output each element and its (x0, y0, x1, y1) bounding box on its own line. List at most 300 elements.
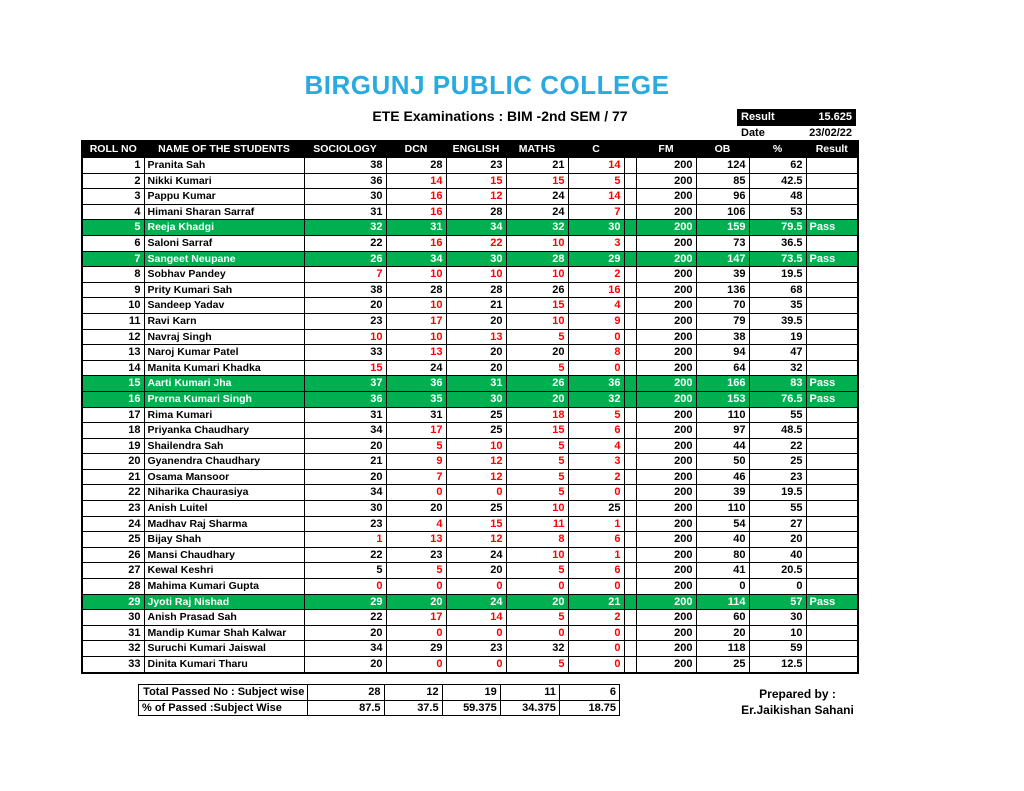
column-header-result: Result (806, 141, 858, 158)
summary-value-cell: 59.375 (442, 700, 500, 716)
percent-cell: 73.5 (749, 251, 806, 267)
result-cell (806, 345, 858, 361)
student-row (82, 189, 858, 205)
sociology-marks-cell: 36 (304, 173, 386, 189)
c-marks-cell: 4 (568, 298, 624, 314)
maths-marks-cell: 5 (506, 657, 568, 673)
english-marks-cell: 12 (446, 532, 506, 548)
student-row (82, 657, 858, 673)
result-cell: Pass (806, 220, 858, 236)
percent-cell: 23 (749, 469, 806, 485)
ob-cell: 39 (696, 485, 749, 501)
maths-marks-cell: 11 (506, 516, 568, 532)
gap-cell (624, 173, 636, 189)
result-cell (806, 657, 858, 673)
student-name-cell: Suruchi Kumari Jaiswal (144, 641, 304, 657)
student-row (82, 532, 858, 548)
english-marks-cell: 20 (446, 360, 506, 376)
roll-no-cell: 4 (82, 204, 144, 220)
percent-cell: 36.5 (749, 235, 806, 251)
result-cell (806, 501, 858, 517)
dcn-marks-cell: 17 (386, 423, 446, 439)
sociology-marks-cell: 37 (304, 376, 386, 392)
roll-no-cell: 27 (82, 563, 144, 579)
dcn-marks-cell: 13 (386, 345, 446, 361)
dcn-marks-cell: 14 (386, 173, 446, 189)
student-row (82, 251, 858, 267)
c-marks-cell: 36 (568, 376, 624, 392)
fm-cell: 200 (636, 345, 696, 361)
student-row (82, 516, 858, 532)
ob-cell: 114 (696, 594, 749, 610)
fm-cell: 200 (636, 516, 696, 532)
gap-cell (624, 267, 636, 283)
maths-marks-cell: 5 (506, 469, 568, 485)
summary-value-cell: 6 (559, 685, 619, 701)
english-marks-cell: 34 (446, 220, 506, 236)
prepared-by-name: Er.Jaikishan Sahani (741, 703, 854, 717)
roll-no-cell: 29 (82, 594, 144, 610)
prepared-by-label: Prepared by : (759, 687, 836, 701)
student-name-cell: Ravi Karn (144, 313, 304, 329)
student-name-cell: Kewal Keshri (144, 563, 304, 579)
c-marks-cell: 0 (568, 360, 624, 376)
gap-cell (624, 610, 636, 626)
sociology-marks-cell: 22 (304, 547, 386, 563)
c-marks-cell: 0 (568, 579, 624, 595)
gap-cell (624, 516, 636, 532)
column-header-c: C (568, 141, 624, 158)
maths-marks-cell: 15 (506, 173, 568, 189)
student-row (82, 345, 858, 361)
c-marks-cell: 0 (568, 625, 624, 641)
summary-value-cell: 19 (442, 685, 500, 701)
percent-cell: 48 (749, 189, 806, 205)
column-header-maths: MATHS (506, 141, 568, 158)
result-cell: Pass (806, 251, 858, 267)
result-cell (806, 189, 858, 205)
student-row (82, 267, 858, 283)
english-marks-cell: 20 (446, 313, 506, 329)
percent-cell: 19 (749, 329, 806, 345)
ob-cell: 25 (696, 657, 749, 673)
english-marks-cell: 23 (446, 641, 506, 657)
student-name-cell: Manita Kumari Khadka (144, 360, 304, 376)
dcn-marks-cell: 20 (386, 501, 446, 517)
gap-cell (624, 423, 636, 439)
sociology-marks-cell: 22 (304, 235, 386, 251)
sociology-marks-cell: 20 (304, 657, 386, 673)
gap-cell (624, 391, 636, 407)
gap-cell (624, 454, 636, 470)
sociology-marks-cell: 23 (304, 313, 386, 329)
percent-cell: 30 (749, 610, 806, 626)
c-marks-cell: 16 (568, 282, 624, 298)
english-marks-cell: 0 (446, 657, 506, 673)
english-marks-cell: 13 (446, 329, 506, 345)
english-marks-cell: 15 (446, 173, 506, 189)
english-marks-cell: 14 (446, 610, 506, 626)
gap-cell (624, 485, 636, 501)
sociology-marks-cell: 5 (304, 563, 386, 579)
student-row (82, 594, 858, 610)
dcn-marks-cell: 10 (386, 329, 446, 345)
english-marks-cell: 10 (446, 267, 506, 283)
student-name-cell: Mahima Kumari Gupta (144, 579, 304, 595)
roll-no-cell: 16 (82, 391, 144, 407)
english-marks-cell: 15 (446, 516, 506, 532)
result-cell (806, 282, 858, 298)
fm-cell: 200 (636, 313, 696, 329)
student-row (82, 423, 858, 439)
percent-cell: 39.5 (749, 313, 806, 329)
c-marks-cell: 3 (568, 235, 624, 251)
percent-cell: 10 (749, 625, 806, 641)
student-name-cell: Anish Prasad Sah (144, 610, 304, 626)
dcn-marks-cell: 0 (386, 657, 446, 673)
student-name-cell: Pranita Sah (144, 158, 304, 174)
result-cell (806, 235, 858, 251)
roll-no-cell: 11 (82, 313, 144, 329)
dcn-marks-cell: 16 (386, 204, 446, 220)
dcn-marks-cell: 24 (386, 360, 446, 376)
page-title: BIRGUNJ PUBLIC COLLEGE (304, 70, 670, 100)
column-header-english: ENGLISH (446, 141, 506, 158)
dcn-marks-cell: 23 (386, 547, 446, 563)
summary-row (139, 700, 620, 716)
c-marks-cell: 0 (568, 329, 624, 345)
ob-cell: 80 (696, 547, 749, 563)
column-header--: % (749, 141, 806, 158)
student-name-cell: Madhav Raj Sharma (144, 516, 304, 532)
gap-cell (624, 345, 636, 361)
maths-marks-cell: 0 (506, 579, 568, 595)
c-marks-cell: 5 (568, 173, 624, 189)
maths-marks-cell: 10 (506, 235, 568, 251)
maths-marks-cell: 5 (506, 438, 568, 454)
dcn-marks-cell: 5 (386, 563, 446, 579)
dcn-marks-cell: 16 (386, 235, 446, 251)
dcn-marks-cell: 20 (386, 594, 446, 610)
ob-cell: 64 (696, 360, 749, 376)
result-cell (806, 563, 858, 579)
student-row (82, 282, 858, 298)
gap-cell (624, 189, 636, 205)
result-cell: Pass (806, 391, 858, 407)
sociology-marks-cell: 34 (304, 641, 386, 657)
fm-cell: 200 (636, 407, 696, 423)
percent-cell: 76.5 (749, 391, 806, 407)
sociology-marks-cell: 38 (304, 158, 386, 174)
dcn-marks-cell: 28 (386, 282, 446, 298)
result-cell (806, 579, 858, 595)
fm-cell: 200 (636, 454, 696, 470)
fm-cell: 200 (636, 469, 696, 485)
dcn-marks-cell: 7 (386, 469, 446, 485)
maths-marks-cell: 5 (506, 329, 568, 345)
maths-marks-cell: 32 (506, 220, 568, 236)
ob-cell: 118 (696, 641, 749, 657)
student-row (82, 204, 858, 220)
gap-cell (624, 625, 636, 641)
english-marks-cell: 28 (446, 204, 506, 220)
sociology-marks-cell: 26 (304, 251, 386, 267)
fm-cell: 200 (636, 251, 696, 267)
fm-cell: 200 (636, 173, 696, 189)
roll-no-cell: 21 (82, 469, 144, 485)
english-marks-cell: 24 (446, 594, 506, 610)
gap-cell (624, 251, 636, 267)
student-name-cell: Dinita Kumari Tharu (144, 657, 304, 673)
student-name-cell: Prity Kumari Sah (144, 282, 304, 298)
fm-cell: 200 (636, 267, 696, 283)
roll-no-cell: 24 (82, 516, 144, 532)
maths-marks-cell: 26 (506, 282, 568, 298)
result-cell (806, 438, 858, 454)
date-value: 23/02/22 (809, 127, 852, 139)
ob-cell: 60 (696, 610, 749, 626)
sociology-marks-cell: 15 (304, 360, 386, 376)
student-row (82, 158, 858, 174)
c-marks-cell: 6 (568, 532, 624, 548)
fm-cell: 200 (636, 532, 696, 548)
summary-value-cell: 11 (500, 685, 559, 701)
gap-cell (624, 376, 636, 392)
ob-cell: 147 (696, 251, 749, 267)
maths-marks-cell: 24 (506, 204, 568, 220)
ob-cell: 85 (696, 173, 749, 189)
fm-cell: 200 (636, 235, 696, 251)
roll-no-cell: 28 (82, 579, 144, 595)
ob-cell: 0 (696, 579, 749, 595)
table-header-row (82, 141, 858, 158)
ob-cell: 44 (696, 438, 749, 454)
student-name-cell: Jyoti Raj Nishad (144, 594, 304, 610)
c-marks-cell: 25 (568, 501, 624, 517)
result-cell (806, 158, 858, 174)
sociology-marks-cell: 20 (304, 298, 386, 314)
roll-no-cell: 31 (82, 625, 144, 641)
student-row (82, 407, 858, 423)
sociology-marks-cell: 31 (304, 204, 386, 220)
summary-value-cell: 34.375 (500, 700, 559, 716)
percent-cell: 68 (749, 282, 806, 298)
column-header-fm: FM (636, 141, 696, 158)
fm-cell: 200 (636, 579, 696, 595)
student-name-cell: Aarti Kumari Jha (144, 376, 304, 392)
student-row (82, 438, 858, 454)
student-name-cell: Shailendra Sah (144, 438, 304, 454)
sociology-marks-cell: 22 (304, 610, 386, 626)
fm-cell: 200 (636, 376, 696, 392)
student-name-cell: Pappu Kumar (144, 189, 304, 205)
student-name-cell: Sobhav Pandey (144, 267, 304, 283)
c-marks-cell: 6 (568, 563, 624, 579)
summary-table (138, 684, 620, 716)
ob-cell: 79 (696, 313, 749, 329)
dcn-marks-cell: 10 (386, 298, 446, 314)
student-row (82, 610, 858, 626)
column-header-name-of-the-students: NAME OF THE STUDENTS (144, 141, 304, 158)
sociology-marks-cell: 1 (304, 532, 386, 548)
english-marks-cell: 20 (446, 345, 506, 361)
percent-cell: 25 (749, 454, 806, 470)
maths-marks-cell: 5 (506, 360, 568, 376)
student-name-cell: Sangeet Neupane (144, 251, 304, 267)
c-marks-cell: 1 (568, 547, 624, 563)
student-name-cell: Niharika Chaurasiya (144, 485, 304, 501)
percent-cell: 19.5 (749, 485, 806, 501)
ob-cell: 110 (696, 407, 749, 423)
prepared-by-block (705, 686, 890, 718)
c-marks-cell: 0 (568, 657, 624, 673)
c-marks-cell: 8 (568, 345, 624, 361)
maths-marks-cell: 5 (506, 485, 568, 501)
c-marks-cell: 9 (568, 313, 624, 329)
sociology-marks-cell: 33 (304, 345, 386, 361)
sociology-marks-cell: 29 (304, 594, 386, 610)
sociology-marks-cell: 34 (304, 485, 386, 501)
roll-no-cell: 9 (82, 282, 144, 298)
maths-marks-cell: 10 (506, 501, 568, 517)
student-name-cell: Anish Luitel (144, 501, 304, 517)
result-cell (806, 547, 858, 563)
ob-cell: 54 (696, 516, 749, 532)
student-row (82, 360, 858, 376)
ob-cell: 70 (696, 298, 749, 314)
percent-cell: 55 (749, 501, 806, 517)
sociology-marks-cell: 34 (304, 423, 386, 439)
dcn-marks-cell: 10 (386, 267, 446, 283)
sociology-marks-cell: 20 (304, 469, 386, 485)
fm-cell: 200 (636, 391, 696, 407)
result-cell (806, 610, 858, 626)
english-marks-cell: 25 (446, 407, 506, 423)
dcn-marks-cell: 0 (386, 579, 446, 595)
gap-cell (624, 469, 636, 485)
results-table (81, 140, 859, 674)
c-marks-cell: 32 (568, 391, 624, 407)
ob-cell: 50 (696, 454, 749, 470)
ob-cell: 94 (696, 345, 749, 361)
roll-no-cell: 22 (82, 485, 144, 501)
student-row (82, 563, 858, 579)
fm-cell: 200 (636, 204, 696, 220)
ob-cell: 39 (696, 267, 749, 283)
student-name-cell: Mansi Chaudhary (144, 547, 304, 563)
maths-marks-cell: 5 (506, 610, 568, 626)
summary-value-cell: 28 (308, 685, 384, 701)
sociology-marks-cell: 21 (304, 454, 386, 470)
fm-cell: 200 (636, 547, 696, 563)
roll-no-cell: 1 (82, 158, 144, 174)
maths-marks-cell: 10 (506, 267, 568, 283)
ob-cell: 41 (696, 563, 749, 579)
english-marks-cell: 0 (446, 579, 506, 595)
ob-cell: 106 (696, 204, 749, 220)
roll-no-cell: 3 (82, 189, 144, 205)
roll-no-cell: 8 (82, 267, 144, 283)
english-marks-cell: 24 (446, 547, 506, 563)
english-marks-cell: 21 (446, 298, 506, 314)
percent-cell: 79.5 (749, 220, 806, 236)
percent-cell: 20 (749, 532, 806, 548)
sociology-marks-cell: 38 (304, 282, 386, 298)
sociology-marks-cell: 32 (304, 220, 386, 236)
sociology-marks-cell: 36 (304, 391, 386, 407)
ob-cell: 96 (696, 189, 749, 205)
gap-cell (624, 282, 636, 298)
date-label: Date (741, 127, 765, 139)
roll-no-cell: 18 (82, 423, 144, 439)
english-marks-cell: 0 (446, 485, 506, 501)
english-marks-cell: 22 (446, 235, 506, 251)
ob-cell: 40 (696, 532, 749, 548)
roll-no-cell: 19 (82, 438, 144, 454)
ob-cell: 166 (696, 376, 749, 392)
c-marks-cell: 0 (568, 641, 624, 657)
gap-cell (624, 657, 636, 673)
gap-cell (624, 641, 636, 657)
result-cell (806, 532, 858, 548)
maths-marks-cell: 10 (506, 547, 568, 563)
student-row (82, 485, 858, 501)
dcn-marks-cell: 9 (386, 454, 446, 470)
result-label: Result (741, 111, 775, 123)
date-row (737, 126, 856, 141)
roll-no-cell: 14 (82, 360, 144, 376)
maths-marks-cell: 20 (506, 345, 568, 361)
student-row (82, 501, 858, 517)
gap-cell (624, 579, 636, 595)
student-name-cell: Prerna Kumari Singh (144, 391, 304, 407)
exam-subtitle: ETE Examinations : BIM -2nd SEM / 77 (372, 108, 628, 124)
dcn-marks-cell: 0 (386, 485, 446, 501)
dcn-marks-cell: 35 (386, 391, 446, 407)
gap-cell (624, 547, 636, 563)
dcn-marks-cell: 36 (386, 376, 446, 392)
dcn-marks-cell: 5 (386, 438, 446, 454)
fm-cell: 200 (636, 563, 696, 579)
result-cell: Pass (806, 594, 858, 610)
english-marks-cell: 12 (446, 469, 506, 485)
student-row (82, 625, 858, 641)
maths-marks-cell: 20 (506, 594, 568, 610)
student-name-cell: Bijay Shah (144, 532, 304, 548)
gap-cell (624, 158, 636, 174)
roll-no-cell: 6 (82, 235, 144, 251)
roll-no-cell: 17 (82, 407, 144, 423)
roll-no-cell: 7 (82, 251, 144, 267)
summary-value-cell: 37.5 (384, 700, 442, 716)
gap-cell (624, 204, 636, 220)
gap-cell (624, 501, 636, 517)
c-marks-cell: 30 (568, 220, 624, 236)
student-name-cell: Nikki Kumari (144, 173, 304, 189)
result-cell (806, 625, 858, 641)
dcn-marks-cell: 4 (386, 516, 446, 532)
result-cell (806, 329, 858, 345)
student-row (82, 641, 858, 657)
student-row (82, 220, 858, 236)
fm-cell: 200 (636, 610, 696, 626)
result-cell (806, 360, 858, 376)
column-header-ob: OB (696, 141, 749, 158)
percent-cell: 47 (749, 345, 806, 361)
c-marks-cell: 3 (568, 454, 624, 470)
maths-marks-cell: 24 (506, 189, 568, 205)
percent-cell: 20.5 (749, 563, 806, 579)
